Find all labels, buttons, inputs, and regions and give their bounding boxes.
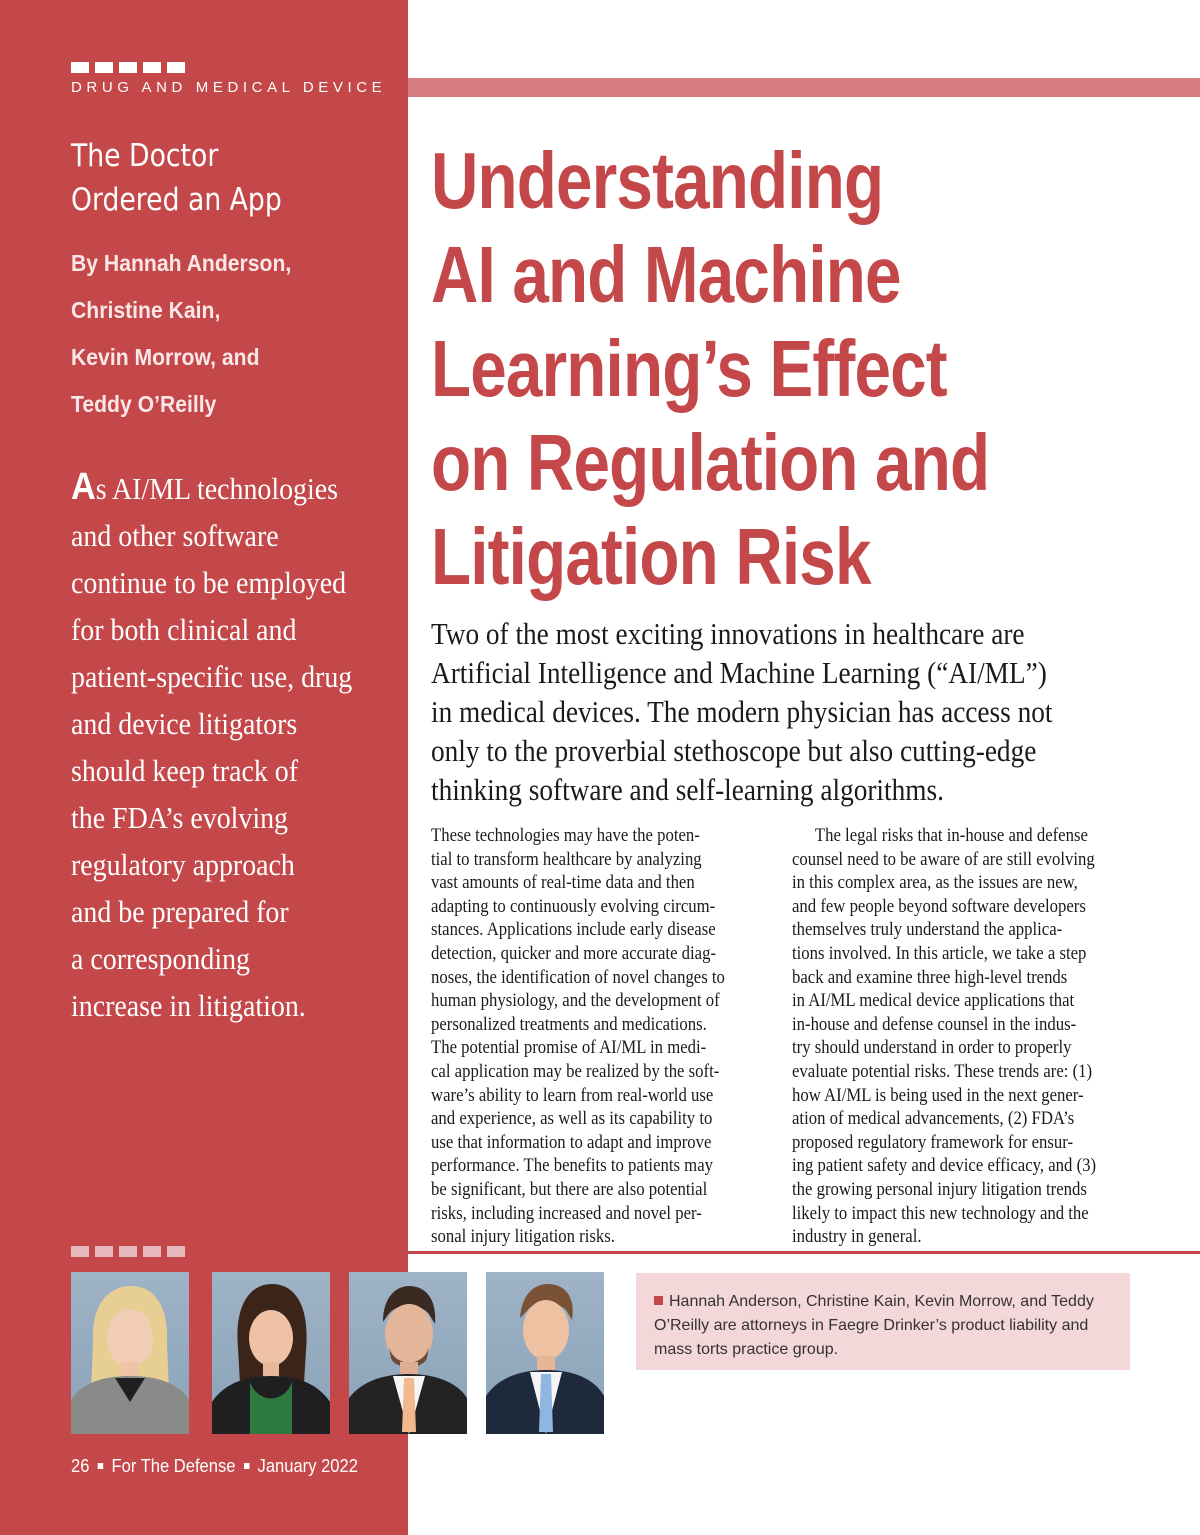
pull-quote-line: increase in litigation. xyxy=(71,988,306,1023)
deck-line: Artificial Intelligence and Machine Learning (“AI/ML”) xyxy=(431,655,1047,690)
pull-quote-line: patient-specific use, drug xyxy=(71,659,353,694)
pull-quote-line: and other software xyxy=(71,518,279,553)
author-bio xyxy=(654,1290,1124,1362)
headshot-hannah-anderson xyxy=(71,1272,189,1434)
kicker xyxy=(71,134,346,222)
body-line: counsel need to be aware of are still evolving xyxy=(792,848,1095,870)
body-line: industry in general. xyxy=(792,1226,922,1248)
body-line: ware’s ability to learn from real-world use xyxy=(431,1084,714,1106)
pull-quote xyxy=(71,464,401,1029)
kicker-line: Ordered an App xyxy=(71,182,282,218)
pull-quote-line: for both clinical and xyxy=(71,612,297,647)
pull-quote-line: the FDA’s evolving xyxy=(71,800,289,835)
body-line: in-house and defense counsel in the indus- xyxy=(792,1013,1077,1035)
body-line: how AI/ML is being used in the next gener- xyxy=(792,1084,1084,1106)
body-line: personalized treatments and medications. xyxy=(431,1013,707,1035)
deck-line: in medical devices. The modern physician has access not xyxy=(431,694,1053,729)
body-line: noses, the identification of novel changes to xyxy=(431,966,725,988)
author-bio-text: Hannah Anderson, Christine Kain, Kevin Morrow, and Teddy O’Reilly are attorneys in Faegre Drinker’s product liability and mass torts practice group. xyxy=(654,1293,1094,1358)
section-band xyxy=(408,78,1200,97)
decorative-squares-top xyxy=(71,62,185,73)
headline-line: AI and Machine xyxy=(431,230,901,319)
byline-line: Teddy O’Reilly xyxy=(71,391,217,417)
body-line: the growing personal injury litigation trends xyxy=(792,1178,1087,1200)
body-line: adapting to continuously evolving circum- xyxy=(431,895,716,917)
square-bullet-icon xyxy=(98,1463,104,1469)
pull-quote-line xyxy=(71,464,368,512)
deck-line: only to the proverbial stethoscope but also cutting-edge xyxy=(431,733,1037,768)
body-line: tions involved. In this article, we take a step xyxy=(792,942,1087,964)
body-line: and experience, as well as its capability to xyxy=(431,1108,713,1130)
square-bullet-icon xyxy=(654,1296,663,1305)
body-column-right xyxy=(792,824,1130,1249)
body-line: performance. The benefits to patients may xyxy=(431,1155,713,1177)
issue-date: January 2022 xyxy=(257,1456,358,1476)
divider-rule xyxy=(190,1251,1200,1254)
body-line: use that information to adapt and improve xyxy=(431,1131,712,1153)
body-line: and few people beyond software developers xyxy=(792,895,1086,917)
square-bullet-icon xyxy=(244,1463,250,1469)
body-line: proposed regulatory framework for ensur- xyxy=(792,1131,1074,1153)
body-line: human physiology, and the development of xyxy=(431,990,720,1012)
body-line: likely to impact this new technology and the xyxy=(792,1202,1089,1224)
headline-line: Litigation Risk xyxy=(431,512,871,601)
headline-line: on Regulation and xyxy=(431,418,990,507)
body-line: tial to transform healthcare by analyzing xyxy=(431,848,702,870)
body-line: be significant, but there are also potential xyxy=(431,1178,708,1200)
drop-cap: A xyxy=(71,466,96,508)
body-line: in AI/ML medical device applications that xyxy=(792,990,1075,1012)
body-line: try should understand in order to properly xyxy=(792,1037,1072,1059)
byline-line: Kevin Morrow, and xyxy=(71,344,260,370)
publication-name: For The Defense xyxy=(111,1456,236,1476)
pull-quote-line: and device litigators xyxy=(71,706,298,741)
deck-line: thinking software and self-learning algorithms. xyxy=(431,772,944,807)
headshot-teddy-oreilly xyxy=(486,1272,604,1434)
byline xyxy=(71,240,401,428)
headline-line: Learning’s Effect xyxy=(431,324,947,413)
pull-quote-line: continue to be employed xyxy=(71,565,347,600)
body-line: These technologies may have the poten- xyxy=(431,825,700,846)
deck-line: Two of the most exciting innovations in healthcare are xyxy=(431,616,1025,651)
body-line: themselves truly understand the applica- xyxy=(792,919,1063,941)
article-headline xyxy=(431,134,1191,604)
section-label: DRUG AND MEDICAL DEVICE xyxy=(71,79,387,96)
headshot-christine-kain xyxy=(212,1272,330,1434)
page-number: 26 xyxy=(71,1456,90,1476)
pull-quote-first-line: s AI/ML technologies xyxy=(95,471,339,506)
body-line: evaluate potential risks. These trends are: (1) xyxy=(792,1060,1093,1082)
article-deck xyxy=(431,614,1151,809)
kicker-line: The Doctor xyxy=(71,138,219,174)
pull-quote-line: should keep track of xyxy=(71,753,299,788)
body-line: sonal injury litigation risks. xyxy=(431,1226,615,1248)
page-footer xyxy=(71,1456,358,1477)
body-line: ation of medical advancements, (2) FDA’s xyxy=(792,1108,1075,1130)
byline-line: By Hannah Anderson, xyxy=(71,250,292,276)
body-line: The legal risks that in-house and defense xyxy=(814,825,1088,846)
body-line: risks, including increased and novel per- xyxy=(431,1202,702,1224)
decorative-squares-bottom xyxy=(71,1246,185,1257)
body-line: cal application may be realized by the soft- xyxy=(431,1060,720,1082)
pull-quote-line: regulatory approach xyxy=(71,847,295,882)
body-line: vast amounts of real-time data and then xyxy=(431,872,695,894)
pull-quote-line: a corresponding xyxy=(71,941,250,976)
pull-quote-line: and be prepared for xyxy=(71,894,289,929)
body-line: stances. Applications include early disease xyxy=(431,919,716,941)
byline-line: Christine Kain, xyxy=(71,297,221,323)
body-line: ing patient safety and device efficacy, and (3) xyxy=(792,1155,1097,1177)
body-line: detection, quicker and more accurate diag- xyxy=(431,942,717,964)
headline-line: Understanding xyxy=(431,136,884,225)
headshot-kevin-morrow xyxy=(349,1272,467,1434)
body-line: The potential promise of AI/ML in medi- xyxy=(431,1037,707,1059)
body-column-left xyxy=(431,824,769,1249)
author-bio-box xyxy=(636,1273,1130,1370)
body-line: back and examine three high-level trends xyxy=(792,966,1068,988)
body-line: in this complex area, as the issues are new, xyxy=(792,872,1078,894)
